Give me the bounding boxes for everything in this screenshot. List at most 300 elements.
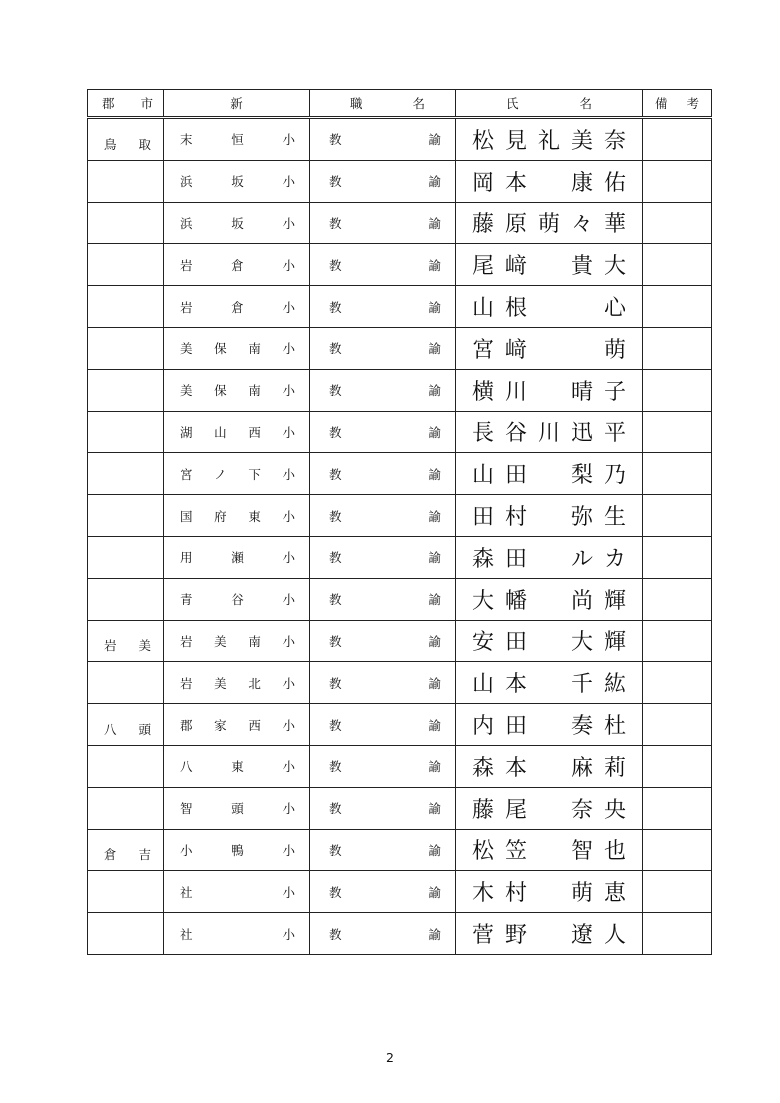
job-title-cell: [310, 620, 456, 662]
person-name-cell-char: 萌: [537, 212, 560, 238]
person-name-cell-char: 乃: [603, 463, 626, 489]
area-cell: [88, 495, 164, 537]
note-cell: [643, 327, 712, 369]
person-name-cell-char: 大: [472, 588, 495, 614]
area-cell: [88, 202, 164, 244]
school-cell-char: 用: [180, 550, 193, 566]
area-cell: [88, 118, 164, 161]
school-cell-char: 小: [282, 508, 295, 524]
school-cell-char: 宮: [180, 466, 193, 482]
person-name-cell: [456, 620, 643, 662]
person-name-cell: [456, 495, 643, 537]
note-cell: [643, 578, 712, 620]
school-cell-char: 下: [248, 466, 261, 482]
note-cell: [643, 704, 712, 746]
note-cell: [643, 829, 712, 871]
area-char: 鳥: [104, 136, 117, 152]
person-name-cell-char: 尾: [472, 254, 495, 280]
table-body: [88, 118, 712, 955]
person-name-cell-char: 奏: [570, 714, 593, 740]
school-cell: [164, 244, 310, 286]
person-name-cell-char: 心: [603, 296, 626, 322]
header-note-char: 考: [686, 96, 699, 111]
person-name-cell-char: 見: [504, 128, 527, 154]
job-title-cell-char: 諭: [428, 717, 441, 733]
job-title-cell: [310, 118, 456, 161]
school-cell-char: 東: [248, 508, 261, 524]
person-name-cell-char: 松: [472, 128, 495, 154]
header-note-char: 備: [655, 96, 668, 111]
school-cell-char: 社: [180, 926, 193, 942]
job-title-cell: [310, 913, 456, 955]
person-name-cell: [456, 745, 643, 787]
job-title-cell: [310, 202, 456, 244]
area-cell: [88, 244, 164, 286]
job-title-cell-char: 諭: [428, 132, 441, 148]
job-title-cell-char: 諭: [428, 759, 441, 775]
school-cell-char: 西: [248, 717, 261, 733]
school-cell: [164, 118, 310, 161]
person-name-cell-char: 松: [472, 839, 495, 865]
note-cell: [643, 536, 712, 578]
job-title-cell: [310, 327, 456, 369]
area-cell: [88, 620, 164, 662]
school-cell: [164, 495, 310, 537]
table-row: [88, 787, 712, 829]
person-name-cell-char: ル: [570, 546, 593, 572]
person-name-cell: [456, 286, 643, 328]
school-cell-char: 小: [282, 341, 295, 357]
person-name-cell-char: 千: [570, 672, 593, 698]
table-row: [88, 118, 712, 161]
school-cell-char: 美: [180, 383, 193, 399]
note-cell: [643, 495, 712, 537]
school-cell-char: 小: [282, 550, 295, 566]
person-name-cell-char: 奈: [603, 128, 626, 154]
job-title-cell-char: 諭: [428, 884, 441, 900]
person-name-cell-char: 尾: [505, 797, 528, 823]
job-title-cell: [310, 829, 456, 871]
table-row: [88, 369, 712, 411]
school-cell-char: 山: [214, 424, 227, 440]
job-title-cell: [310, 369, 456, 411]
school-cell-char: 小: [282, 801, 295, 817]
job-title-cell-char: 教: [329, 675, 342, 691]
school-cell: [164, 745, 310, 787]
job-title-cell-char: 諭: [428, 842, 441, 858]
table-row: [88, 160, 712, 202]
school-cell-char: 末: [180, 132, 193, 148]
job-title-cell-char: 教: [329, 341, 342, 357]
job-title-cell: [310, 453, 456, 495]
person-name-cell-char: 貴: [570, 254, 593, 280]
area-char: 美: [138, 638, 151, 654]
job-title-cell-char: 諭: [428, 926, 441, 942]
school-cell-char: 坂: [231, 215, 244, 231]
person-name-cell-char: 恵: [603, 881, 626, 907]
person-name-cell-char: 村: [505, 881, 528, 907]
job-title-cell-char: 教: [329, 424, 342, 440]
person-name-cell-char: 々: [570, 212, 593, 238]
school-cell-char: 東: [231, 759, 244, 775]
area-char: 頭: [138, 722, 151, 738]
school-cell-char: ノ: [214, 466, 227, 482]
note-cell: [643, 411, 712, 453]
person-name-cell-char: 康: [570, 170, 593, 196]
table-row: [88, 620, 712, 662]
person-name-cell-char: 田: [505, 630, 528, 656]
school-cell: [164, 369, 310, 411]
job-title-cell-char: 諭: [428, 508, 441, 524]
person-name-cell-char: 麻: [570, 755, 593, 781]
person-name-cell-char: 谷: [504, 421, 527, 447]
job-title-cell: [310, 787, 456, 829]
person-name-cell-char: 木: [472, 881, 495, 907]
person-name-cell-char: 﨑: [505, 337, 528, 363]
school-cell: [164, 787, 310, 829]
job-title-cell-char: 諭: [428, 801, 441, 817]
table-row: [88, 411, 712, 453]
person-name-cell-char: 山: [472, 463, 495, 489]
person-name-cell-char: 本: [505, 170, 528, 196]
school-cell: [164, 704, 310, 746]
school-cell: [164, 662, 310, 704]
header-area-char: 郡: [102, 96, 115, 111]
table-row: [88, 871, 712, 913]
person-name-cell: [456, 411, 643, 453]
school-cell-char: 小: [282, 257, 295, 273]
job-title-cell-char: 教: [329, 759, 342, 775]
staff-assignment-table: [87, 89, 712, 955]
job-title-cell-char: 教: [329, 717, 342, 733]
school-cell: [164, 578, 310, 620]
area-cell: [88, 829, 164, 871]
area-cell: [88, 327, 164, 369]
school-cell-char: 岩: [180, 675, 193, 691]
school-cell: [164, 202, 310, 244]
person-name-cell: [456, 704, 643, 746]
job-title-cell-char: 教: [329, 926, 342, 942]
school-cell-char: 家: [214, 717, 227, 733]
person-name-cell-char: 横: [472, 379, 495, 405]
job-title-cell: [310, 704, 456, 746]
table-row: [88, 202, 712, 244]
person-name-cell-char: 森: [472, 546, 495, 572]
person-name-cell-char: 大: [570, 630, 593, 656]
school-cell: [164, 871, 310, 913]
header-row: [88, 90, 712, 118]
person-name-cell-char: 山: [472, 672, 495, 698]
school-cell-char: 倉: [231, 257, 244, 273]
note-cell: [643, 160, 712, 202]
area-char: 倉: [104, 847, 117, 863]
job-title-cell-char: 教: [329, 174, 342, 190]
person-name-cell: [456, 244, 643, 286]
job-title-cell-char: 教: [329, 633, 342, 649]
job-title-cell-char: 教: [329, 299, 342, 315]
school-cell-char: 坂: [231, 174, 244, 190]
person-name-cell-char: 笠: [505, 839, 528, 865]
person-name-cell: [456, 829, 643, 871]
person-name-cell: [456, 913, 643, 955]
person-name-cell-char: 央: [603, 797, 626, 823]
school-cell-char: 恒: [231, 132, 244, 148]
person-name-cell: [456, 327, 643, 369]
person-name-cell-char: 田: [505, 463, 528, 489]
note-cell: [643, 662, 712, 704]
person-name-cell: [456, 369, 643, 411]
school-cell-char: 小: [282, 299, 295, 315]
job-title-cell-char: 教: [329, 884, 342, 900]
school-cell: [164, 327, 310, 369]
job-title-cell-char: 教: [329, 842, 342, 858]
area-char: 吉: [138, 847, 151, 863]
person-name-cell-char: 藤: [472, 797, 495, 823]
school-cell-char: 保: [214, 341, 227, 357]
person-name-cell-char: 村: [505, 505, 528, 531]
table-row: [88, 453, 712, 495]
school-cell-char: 小: [180, 842, 193, 858]
school-cell-char: 八: [180, 759, 193, 775]
header-area: [88, 90, 164, 118]
person-name-cell: [456, 536, 643, 578]
area-cell: [88, 160, 164, 202]
school-cell: [164, 286, 310, 328]
school-cell-char: 美: [214, 633, 227, 649]
person-name-cell-char: 田: [505, 714, 528, 740]
table-row: [88, 704, 712, 746]
area-cell: [88, 745, 164, 787]
person-name-cell: [456, 662, 643, 704]
person-name-cell-char: 藤: [472, 212, 495, 238]
school-cell-char: 美: [214, 675, 227, 691]
note-cell: [643, 620, 712, 662]
person-name-cell-char: 平: [603, 421, 626, 447]
person-name-cell-char: 大: [603, 254, 626, 280]
job-title-cell-char: 諭: [428, 424, 441, 440]
school-cell: [164, 453, 310, 495]
person-name-cell-char: 内: [472, 714, 495, 740]
person-name-cell: [456, 118, 643, 161]
person-name-cell: [456, 578, 643, 620]
person-name-cell-char: 川: [537, 421, 560, 447]
school-cell-char: 岩: [180, 633, 193, 649]
header-title-char: 名: [412, 96, 425, 111]
table-row: [88, 913, 712, 955]
person-name-cell-char: 田: [472, 505, 495, 531]
job-title-cell: [310, 495, 456, 537]
table-row: [88, 578, 712, 620]
person-name-cell-char: 佑: [603, 170, 626, 196]
note-cell: [643, 202, 712, 244]
school-cell: [164, 536, 310, 578]
school-cell-char: 南: [248, 633, 261, 649]
school-cell-char: 小: [282, 592, 295, 608]
person-name-cell: [456, 453, 643, 495]
header-name: [456, 90, 643, 118]
area-cell: [88, 662, 164, 704]
table-row: [88, 536, 712, 578]
person-name-cell-char: 紘: [603, 672, 626, 698]
school-cell-char: 青: [180, 592, 193, 608]
table-row: [88, 662, 712, 704]
person-name-cell-char: 人: [603, 923, 626, 949]
person-name-cell-char: 輝: [603, 630, 626, 656]
note-cell: [643, 745, 712, 787]
person-name-cell-char: 﨑: [505, 254, 528, 280]
school-cell-char: 小: [282, 633, 295, 649]
school-cell-char: 浜: [180, 174, 193, 190]
note-cell: [643, 787, 712, 829]
school-cell-char: 小: [282, 759, 295, 775]
person-name-cell-char: 子: [603, 379, 626, 405]
note-cell: [643, 913, 712, 955]
person-name-cell-char: 迅: [570, 421, 593, 447]
person-name-cell-char: 根: [505, 296, 528, 322]
person-name-cell-char: 生: [603, 505, 626, 531]
school-cell-char: 国: [180, 508, 193, 524]
note-cell: [643, 871, 712, 913]
header-name-char: 名: [579, 96, 592, 111]
school-cell-char: 小: [282, 424, 295, 440]
school-cell-char: 湖: [180, 424, 193, 440]
job-title-cell-char: 教: [329, 550, 342, 566]
school-cell-char: 頭: [231, 801, 244, 817]
job-title-cell-char: 教: [329, 592, 342, 608]
area-cell: [88, 704, 164, 746]
job-title-cell: [310, 578, 456, 620]
school-cell: [164, 411, 310, 453]
area-cell: [88, 411, 164, 453]
school-cell-char: 南: [248, 383, 261, 399]
person-name-cell-char: 萌: [603, 337, 626, 363]
person-name-cell-char: 幡: [505, 588, 528, 614]
job-title-cell-char: 諭: [428, 675, 441, 691]
job-title-cell: [310, 244, 456, 286]
school-cell-char: 岩: [180, 299, 193, 315]
area-cell: [88, 787, 164, 829]
job-title-cell: [310, 536, 456, 578]
area-cell: [88, 286, 164, 328]
job-title-cell: [310, 662, 456, 704]
person-name-cell-char: 安: [472, 630, 495, 656]
person-name-cell-char: 岡: [472, 170, 495, 196]
school-cell-char: 小: [282, 675, 295, 691]
header-title-char: 職: [350, 96, 363, 111]
person-name-cell-char: 萌: [570, 881, 593, 907]
table-row: [88, 244, 712, 286]
table-row: [88, 327, 712, 369]
school-cell-char: 小: [282, 215, 295, 231]
school-cell-char: 郡: [180, 717, 193, 733]
school-cell-char: 岩: [180, 257, 193, 273]
person-name-cell-char: 晴: [570, 379, 593, 405]
school-cell-char: 小: [282, 926, 295, 942]
school-cell-char: 西: [248, 424, 261, 440]
person-name-cell-char: カ: [603, 546, 626, 572]
job-title-cell-char: 教: [329, 801, 342, 817]
page-number: 2: [386, 1050, 394, 1065]
school-cell-char: 小: [282, 383, 295, 399]
school-cell-char: 社: [180, 884, 193, 900]
job-title-cell: [310, 745, 456, 787]
header-school: [164, 90, 310, 118]
header-name-char: 氏: [506, 96, 519, 111]
school-cell-char: 保: [214, 383, 227, 399]
school-cell-char: 小: [282, 132, 295, 148]
area-cell: [88, 578, 164, 620]
person-name-cell-char: 本: [505, 672, 528, 698]
job-title-cell-char: 諭: [428, 466, 441, 482]
school-cell-char: 小: [282, 842, 295, 858]
person-name-cell: [456, 160, 643, 202]
note-cell: [643, 118, 712, 161]
job-title-cell: [310, 411, 456, 453]
person-name-cell: [456, 202, 643, 244]
area-cell: [88, 369, 164, 411]
area-cell: [88, 913, 164, 955]
person-name-cell: [456, 787, 643, 829]
area-cell: [88, 453, 164, 495]
school-cell-char: 小: [282, 174, 295, 190]
school-cell-char: 府: [214, 508, 227, 524]
person-name-cell-char: 尚: [570, 588, 593, 614]
person-name-cell-char: 美: [570, 128, 593, 154]
school-cell-char: 小: [282, 466, 295, 482]
person-name-cell-char: 杜: [603, 714, 626, 740]
job-title-cell-char: 諭: [428, 299, 441, 315]
school-cell-char: 智: [180, 801, 193, 817]
school-cell-char: 谷: [231, 592, 244, 608]
note-cell: [643, 244, 712, 286]
area-char: 八: [104, 722, 117, 738]
person-name-cell-char: 也: [603, 839, 626, 865]
school-cell-char: 浜: [180, 215, 193, 231]
person-name-cell-char: 原: [504, 212, 527, 238]
area-char: 岩: [104, 638, 117, 654]
job-title-cell-char: 諭: [428, 174, 441, 190]
person-name-cell-char: 山: [472, 296, 495, 322]
note-cell: [643, 286, 712, 328]
person-name-cell-char: 野: [505, 923, 528, 949]
person-name-cell-char: 弥: [570, 505, 593, 531]
school-cell: [164, 620, 310, 662]
person-name-cell-char: 華: [603, 212, 626, 238]
table-row: [88, 745, 712, 787]
job-title-cell-char: 教: [329, 508, 342, 524]
job-title-cell-char: 諭: [428, 215, 441, 231]
person-name-cell-char: 長: [472, 421, 495, 447]
table-row: [88, 495, 712, 537]
header-title: [310, 90, 456, 118]
person-name-cell-char: 智: [570, 839, 593, 865]
person-name-cell-char: 莉: [603, 755, 626, 781]
note-cell: [643, 453, 712, 495]
table-row: [88, 286, 712, 328]
school-cell-char: 瀬: [231, 550, 244, 566]
job-title-cell: [310, 286, 456, 328]
person-name-cell-char: 梨: [570, 463, 593, 489]
area-char: 取: [138, 136, 151, 152]
job-title-cell-char: 諭: [428, 257, 441, 273]
person-name-cell-char: 本: [505, 755, 528, 781]
job-title-cell-char: 教: [329, 383, 342, 399]
person-name-cell-char: 菅: [472, 923, 495, 949]
table-row: [88, 829, 712, 871]
job-title-cell-char: 教: [329, 215, 342, 231]
school-cell-char: 美: [180, 341, 193, 357]
person-name-cell-char: 森: [472, 755, 495, 781]
